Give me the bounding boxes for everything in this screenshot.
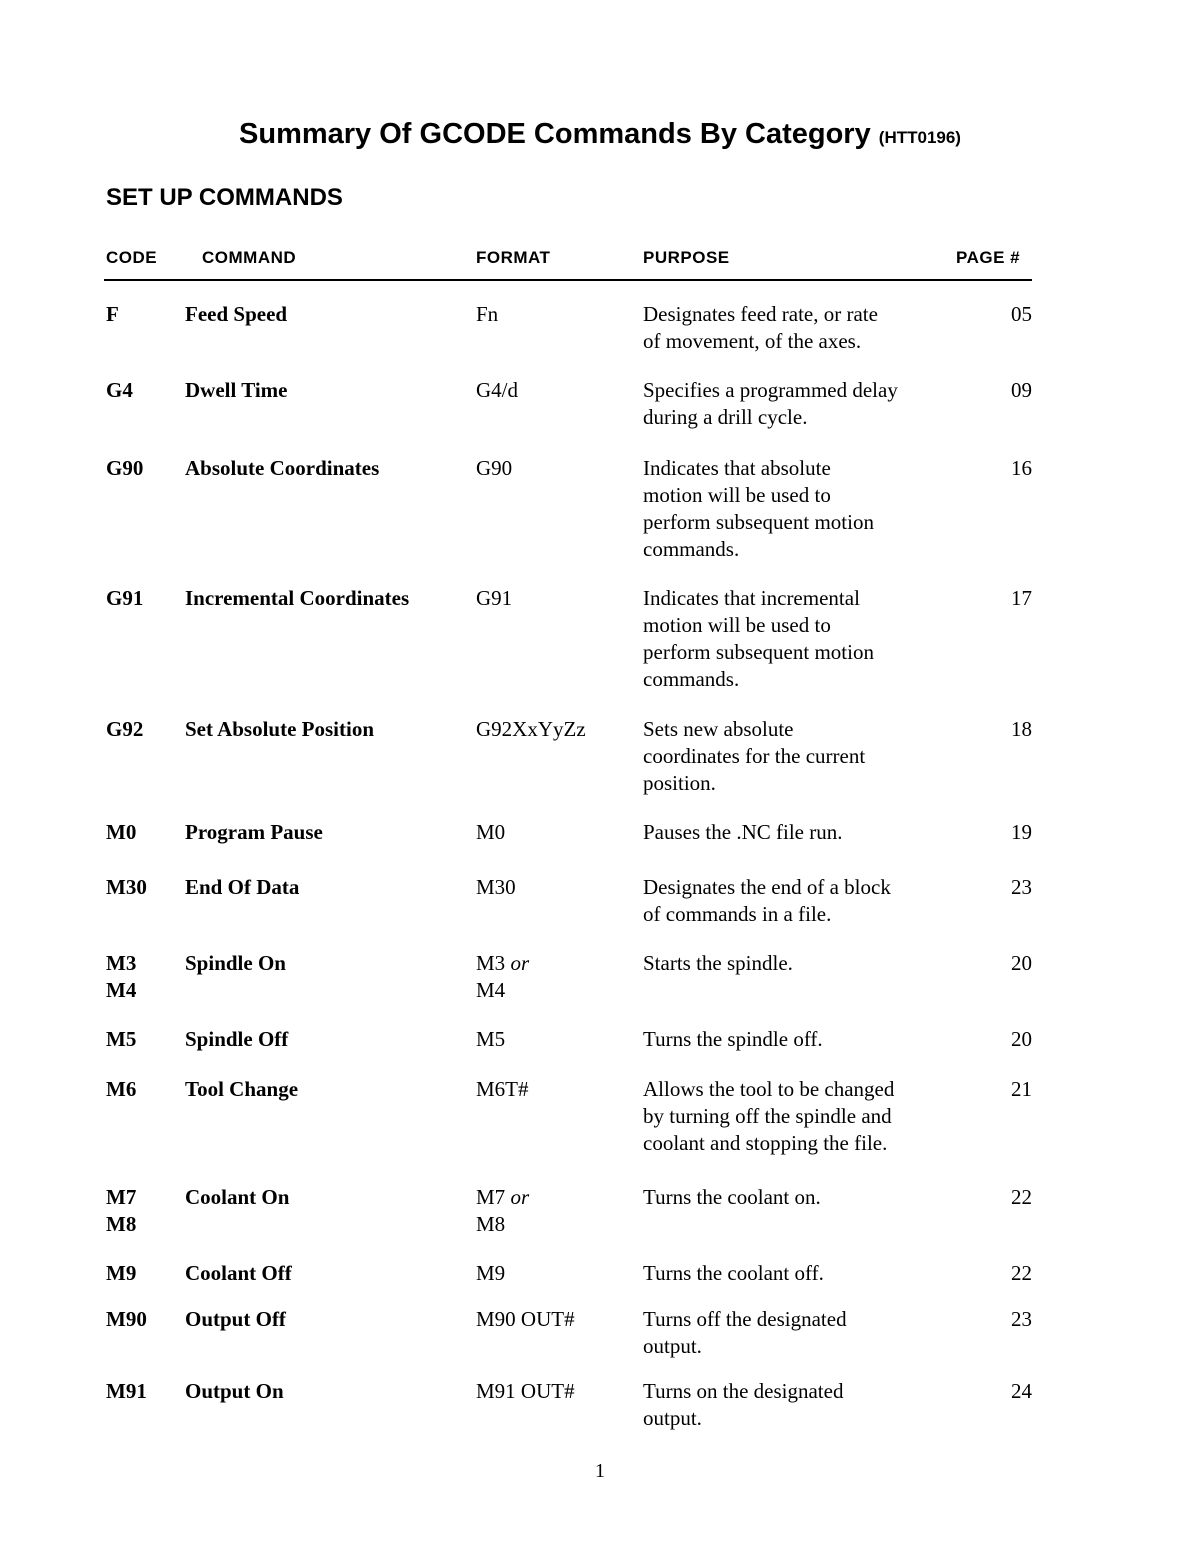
purpose-cell: Indicates that incremental motion will be used to perform subsequent motion commands. xyxy=(643,586,874,691)
section-heading: SET UP COMMANDS xyxy=(106,184,343,211)
format-cell: M30 xyxy=(476,875,516,899)
title-main: Summary Of GCODE Commands By Category xyxy=(239,118,871,150)
code-cell: G92 xyxy=(106,717,144,741)
code-cell: G91 xyxy=(106,586,144,610)
page-cell: 20 xyxy=(1011,1027,1032,1051)
header-rule xyxy=(104,279,1032,281)
page-cell: 17 xyxy=(1011,586,1032,610)
purpose-cell: Indicates that absolute motion will be used to perform subsequent motion commands. xyxy=(643,456,874,561)
page-cell: 22 xyxy=(1011,1185,1032,1209)
purpose-cell: Turns on the designated output. xyxy=(643,1379,844,1430)
command-cell: End Of Data xyxy=(185,875,300,899)
code-cell: M91 xyxy=(106,1379,147,1403)
page-cell: 05 xyxy=(1011,302,1032,326)
code-cell: F xyxy=(106,302,119,326)
title-code: (HTT0196) xyxy=(878,128,961,147)
format-or: or xyxy=(510,1185,530,1209)
header-code: CODE xyxy=(106,248,158,267)
command-cell: Dwell Time xyxy=(185,378,288,402)
header-purpose: PURPOSE xyxy=(643,248,730,267)
page-cell: 20 xyxy=(1011,951,1032,975)
format-cell: M91 OUT# xyxy=(476,1379,575,1403)
format-or: or xyxy=(510,951,530,975)
code-cell: M3 M4 xyxy=(106,951,137,1002)
page-title xyxy=(0,118,1200,151)
purpose-cell: Pauses the .NC file run. xyxy=(643,820,843,844)
command-cell: Spindle Off xyxy=(185,1027,289,1051)
format-primary: M3 xyxy=(476,951,506,975)
command-cell: Spindle On xyxy=(185,951,286,975)
format-primary: M7 xyxy=(476,1185,506,1209)
page-cell: 23 xyxy=(1011,1307,1032,1331)
format-cell: G4/d xyxy=(476,378,518,402)
page-cell: 09 xyxy=(1011,378,1032,402)
command-cell: Coolant On xyxy=(185,1185,290,1209)
page-cell: 24 xyxy=(1011,1379,1032,1403)
purpose-cell: Turns the coolant off. xyxy=(643,1261,824,1285)
page-number: 1 xyxy=(595,1460,605,1482)
page-cell: 21 xyxy=(1011,1077,1032,1101)
code-cell: M90 xyxy=(106,1307,147,1331)
page-cell: 16 xyxy=(1011,456,1032,480)
code-cell: M30 xyxy=(106,875,147,899)
command-cell: Absolute Coordinates xyxy=(185,456,380,480)
code-cell: G90 xyxy=(106,456,144,480)
format-cell: M6T# xyxy=(476,1077,529,1101)
header-format: FORMAT xyxy=(476,248,551,267)
header-page: PAGE # xyxy=(956,248,1021,267)
command-cell: Coolant Off xyxy=(185,1261,292,1285)
format-cell: M9 xyxy=(476,1261,506,1285)
purpose-cell: Turns the spindle off. xyxy=(643,1027,823,1051)
format-cell: G91 xyxy=(476,586,513,610)
command-cell: Output On xyxy=(185,1379,284,1403)
purpose-cell: Turns off the designated output. xyxy=(643,1307,847,1358)
command-cell: Program Pause xyxy=(185,820,323,844)
code-cell: M7 M8 xyxy=(106,1185,137,1236)
code-cell: M6 xyxy=(106,1077,137,1101)
command-cell: Feed Speed xyxy=(185,302,288,326)
format-alternate: M8 xyxy=(476,1212,506,1236)
purpose-cell: Sets new absolute coordinates for the current position. xyxy=(643,717,866,795)
format-cell: G90 xyxy=(476,456,513,480)
purpose-cell: Designates the end of a block of commands in a file. xyxy=(643,875,891,926)
format-cell: G92XxYyZz xyxy=(476,717,586,741)
format-cell: Fn xyxy=(476,302,499,326)
command-cell: Set Absolute Position xyxy=(185,717,375,741)
page-cell: 19 xyxy=(1011,820,1032,844)
purpose-cell: Allows the tool to be changed by turning off the spindle and coolant and stopping the file. xyxy=(643,1077,895,1155)
code-cell: M5 xyxy=(106,1027,137,1051)
purpose-cell: Turns the coolant on. xyxy=(643,1185,821,1209)
format-cell xyxy=(476,950,529,1004)
format-cell: M0 xyxy=(476,820,506,844)
header-command: COMMAND xyxy=(202,248,297,267)
purpose-cell: Specifies a programmed delay during a drill cycle. xyxy=(643,378,898,429)
command-cell: Output Off xyxy=(185,1307,286,1331)
code-cell: G4 xyxy=(106,378,133,402)
purpose-cell: Starts the spindle. xyxy=(643,951,793,975)
command-cell: Tool Change xyxy=(185,1077,299,1101)
command-cell: Incremental Coordinates xyxy=(185,586,410,610)
page-cell: 23 xyxy=(1011,875,1032,899)
code-cell: M0 xyxy=(106,820,137,844)
format-cell: M5 xyxy=(476,1027,506,1051)
format-alternate: M4 xyxy=(476,978,506,1002)
purpose-cell: Designates feed rate, or rate of movement, of the axes. xyxy=(643,302,878,353)
page-cell: 18 xyxy=(1011,717,1032,741)
format-cell: M90 OUT# xyxy=(476,1307,575,1331)
page-cell: 22 xyxy=(1011,1261,1032,1285)
code-cell: M9 xyxy=(106,1261,137,1285)
format-cell xyxy=(476,1184,529,1238)
